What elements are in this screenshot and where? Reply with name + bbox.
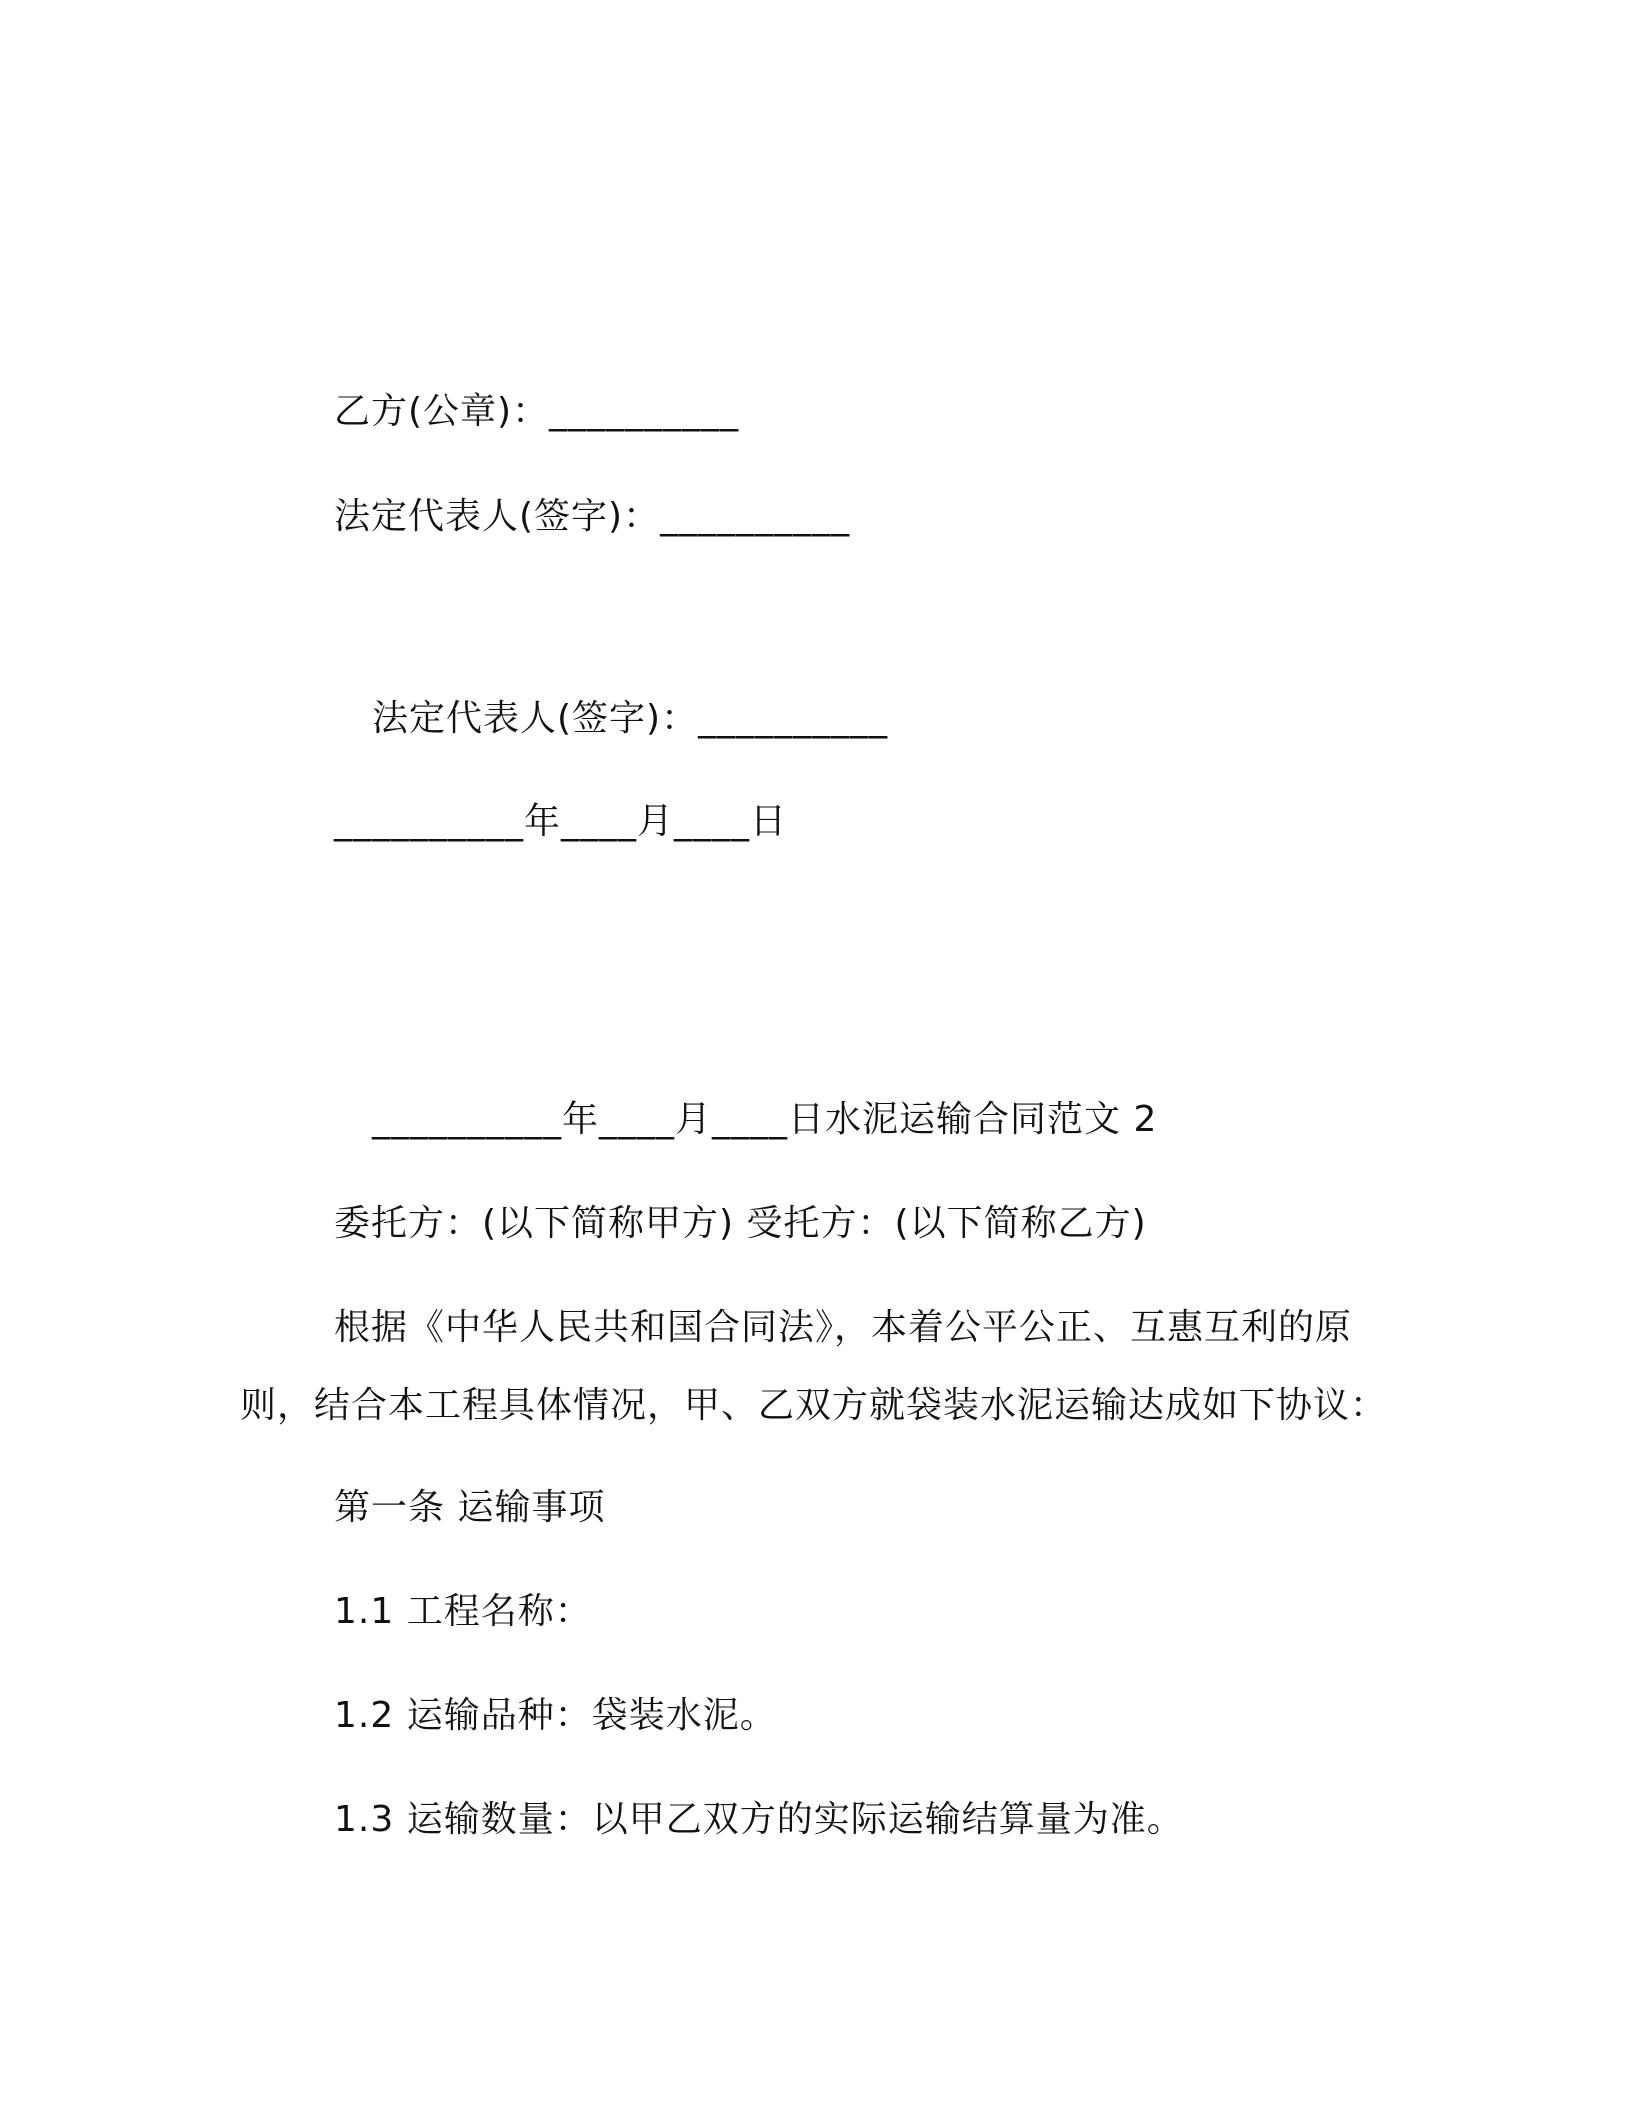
legal-rep-signature-line-2: 法定代表人(签字)：__________ <box>372 698 889 739</box>
preamble-line-1: 根据《中华人民共和国合同法》，本着公平公正、互惠互利的原 <box>334 1307 1353 1348</box>
preamble-line-2: 则，结合本工程具体情况，甲、乙双方就袋装水泥运输达成如下协议： <box>240 1385 1388 1426</box>
party-b-seal-line: 乙方(公章)：__________ <box>334 391 740 432</box>
document-title: __________年____月____日水泥运输合同范文 2 <box>372 1099 1158 1140</box>
parties-line: 委托方：(以下简称甲方) 受托方：(以下简称乙方) <box>334 1203 1147 1244</box>
article-1-heading: 第一条 运输事项 <box>334 1487 606 1528</box>
clause-1-1: 1.1 工程名称： <box>334 1591 592 1632</box>
legal-rep-signature-line: 法定代表人(签字)：__________ <box>334 496 851 537</box>
clause-1-3: 1.3 运输数量：以甲乙双方的实际运输结算量为准。 <box>334 1799 1184 1840</box>
clause-1-2: 1.2 运输品种：袋装水泥。 <box>334 1695 777 1736</box>
date-line: __________年____月____日 <box>334 801 787 842</box>
